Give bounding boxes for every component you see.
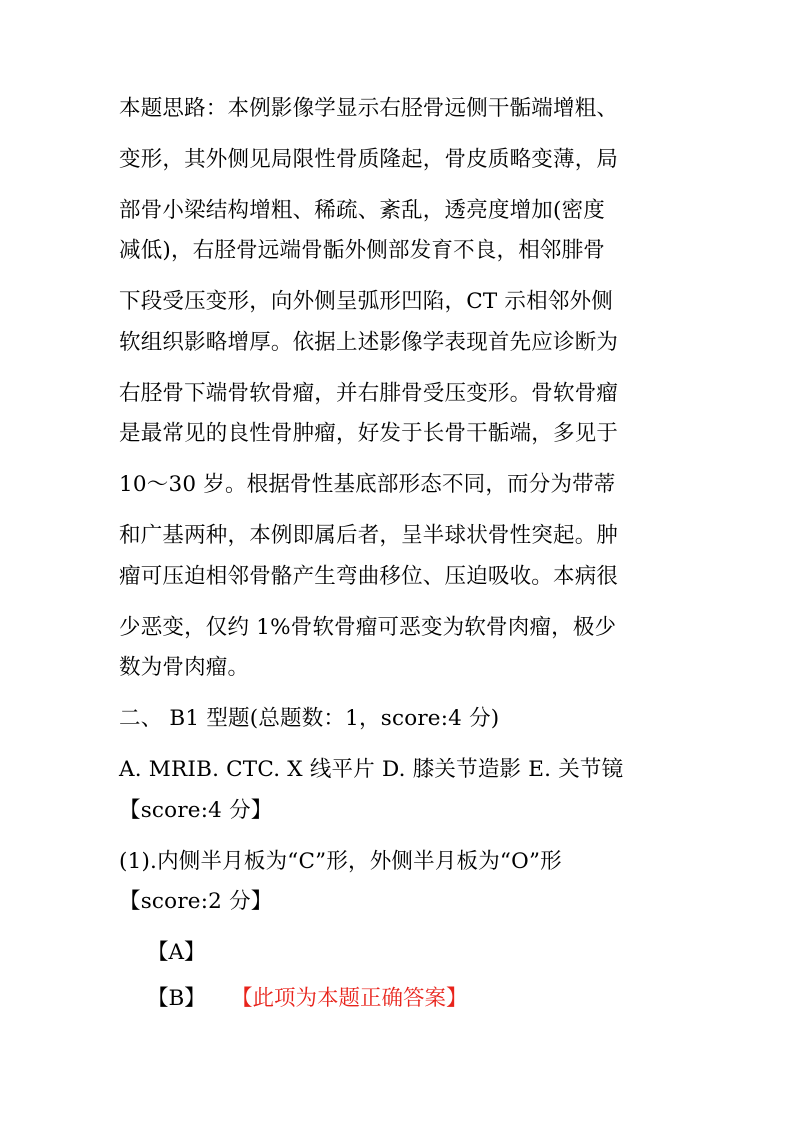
analysis-line-12: 少恶变，仅约 1%骨软骨瘤可恶变为软骨肉瘤，极少 [119, 615, 617, 640]
analysis-line-10: 和广基两种，本例即属后者，呈半球状骨性突起。肿 [119, 523, 619, 548]
analysis-line-2: 变形，其外侧见局限性骨质隆起，骨皮质略变薄，局 [119, 147, 619, 172]
section-score: 【score:4 分】 [119, 798, 273, 823]
analysis-line-4: 减低)，右胫骨远端骨骺外侧部发育不良，相邻腓骨 [119, 238, 605, 263]
question-score: 【score:2 分】 [119, 889, 273, 914]
analysis-line-5: 下段受压变形，向外侧呈弧形凹陷，CT 示相邻外侧 [119, 289, 613, 314]
correct-answer-note: 【此项为本题正确答案】 [231, 986, 468, 1011]
analysis-line-1: 本题思路：本例影像学显示右胫骨远侧干骺端增粗、 [119, 96, 619, 121]
analysis-line-9: 10～30 岁。根据骨性基底部形态不同，而分为带蒂 [119, 472, 616, 497]
option-b: 【B】 [147, 986, 206, 1011]
section-options-line: A. MRIB. CTC. X 线平片 D. 膝关节造影 E. 关节镜 [119, 757, 624, 782]
analysis-line-7: 右胫骨下端骨软骨瘤，并右腓骨受压变形。骨软骨瘤 [119, 381, 619, 406]
analysis-line-6: 软组织影略增厚。依据上述影像学表现首先应诊断为 [119, 330, 619, 355]
analysis-line-13: 数为骨肉瘤。 [119, 655, 250, 680]
option-a: 【A】 [147, 940, 206, 965]
analysis-line-8: 是最常见的良性骨肿瘤，好发于长骨干骺端，多见于 [119, 421, 619, 446]
question-text: (1).内侧半月板为“C”形，外侧半月板为“O”形 [119, 849, 562, 874]
analysis-line-11: 瘤可压迫相邻骨骼产生弯曲移位、压迫吸收。本病很 [119, 564, 619, 589]
analysis-line-3: 部骨小梁结构增粗、稀疏、紊乱，透亮度增加(密度 [119, 198, 605, 223]
section-header: 二、 B1 型题(总题数：1，score:4 分) [119, 706, 500, 731]
